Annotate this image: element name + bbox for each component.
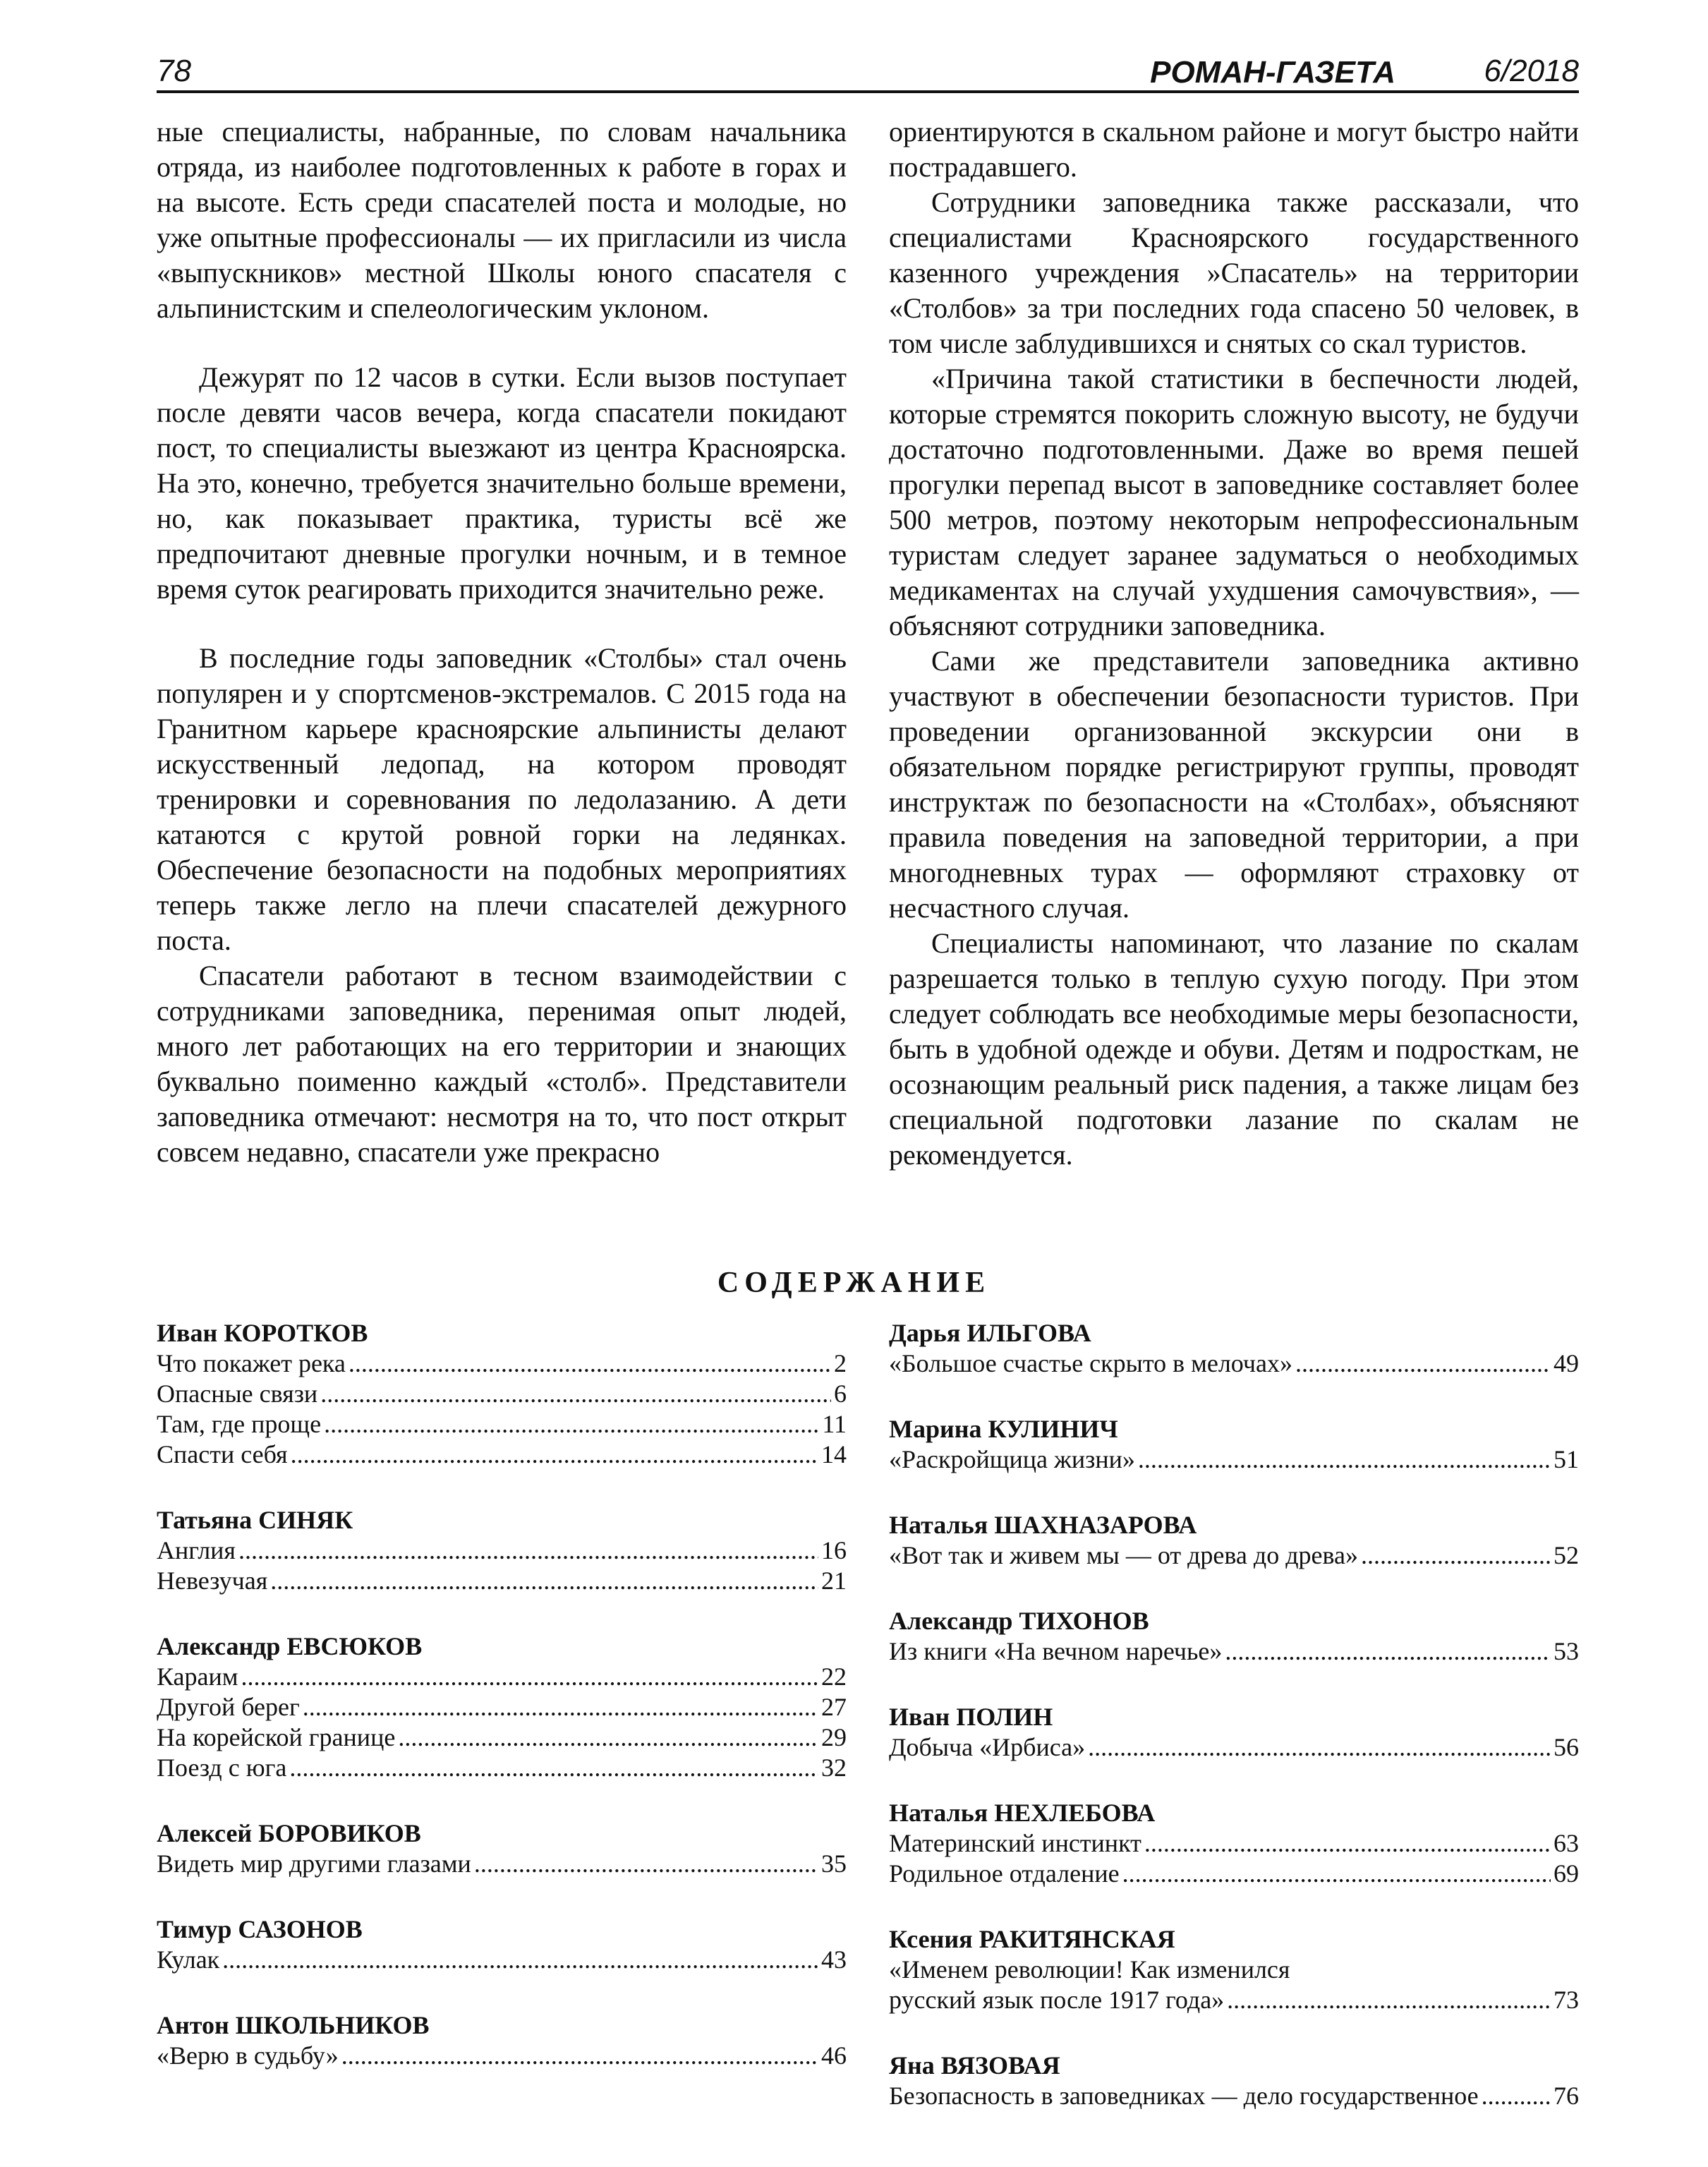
author-last-name: ТИХОНОВ — [1019, 1607, 1149, 1635]
toc-author-name — [889, 1924, 1579, 1955]
toc-entry-title: Что покажет река — [157, 1349, 346, 1377]
toc-dot-leader — [289, 1753, 818, 1783]
toc-entry-title: Кулак — [157, 1945, 220, 1974]
author-first-name: Яна — [889, 2051, 935, 2080]
toc-entry — [157, 2041, 847, 2071]
toc-author-name — [889, 1318, 1579, 1348]
toc-dot-leader — [238, 1535, 818, 1566]
paragraph: Сотрудники заповедника также рассказали, что специалистами Красноярского государственного казенного учреждения »Спасатель» на территории «Столбов» за три последних года спасено 50 человек, в том числе заблудившихся и снятых со скал туристов. — [889, 186, 1579, 359]
toc-entry-title: Безопасность в заповедниках — дело государственное — [889, 2082, 1479, 2110]
toc-dot-leader — [1144, 1828, 1551, 1859]
author-last-name: ШКОЛЬНИКОВ — [235, 2011, 430, 2039]
toc-entry-title: Материнский инстинкт — [889, 1829, 1141, 1857]
toc-dot-leader — [222, 1945, 818, 1975]
toc-entry-title: Караим — [157, 1662, 238, 1691]
toc-author-name — [157, 1818, 847, 1849]
article-body — [157, 114, 1579, 1173]
author-first-name: Наталья — [889, 1799, 988, 1827]
toc-page-number: 11 — [822, 1410, 847, 1438]
author-first-name: Татьяна — [157, 1506, 253, 1534]
toc-entry-title: Поезд с юга — [157, 1753, 287, 1782]
toc-author-name — [157, 2010, 847, 2041]
toc-entry — [157, 1849, 847, 1879]
toc-dot-leader — [320, 1379, 831, 1409]
toc-author-block — [157, 2010, 847, 2071]
author-last-name: ИЛЬГОВА — [967, 1319, 1091, 1347]
toc-column-left — [157, 1318, 847, 2147]
toc-entry — [889, 1348, 1579, 1379]
toc-dot-leader — [1088, 1732, 1551, 1763]
toc-entry-title: русский язык после 1917 года» — [889, 1986, 1225, 2014]
issue-number: 6/2018 — [1484, 54, 1579, 88]
author-last-name: СИНЯК — [258, 1506, 353, 1534]
toc-entry — [889, 1444, 1579, 1475]
author-last-name: НЕХЛЕБОВА — [994, 1799, 1156, 1827]
paragraph: ориентируются в скальном районе и могут быстро найти пострадавшего. — [889, 116, 1579, 183]
toc-page-number: 52 — [1553, 1541, 1579, 1569]
toc-author-block — [889, 1510, 1579, 1571]
toc-page-number: 51 — [1553, 1445, 1579, 1473]
toc-dot-leader — [241, 1662, 818, 1692]
toc-page-number: 14 — [821, 1440, 847, 1468]
paragraph: Сами же представители заповедника активно участвуют в обеспечении безопасности туристов. При проведении организованной экскурсии они в обязательном порядке регистрируют группы, проводят инструктаж по безопасности на «Столбах», объясняют правила поведения на заповедной территории, а при многодневных турах — оформляют страховку от несчастного случая. — [889, 645, 1579, 924]
toc-entry-title: На корейской границе — [157, 1723, 396, 1751]
author-first-name: Алексей — [157, 1819, 253, 1847]
toc-page-number: 53 — [1553, 1637, 1579, 1665]
author-last-name: ПОЛИН — [956, 1703, 1053, 1731]
toc-dot-leader — [398, 1722, 818, 1753]
paragraph: Дежурят по 12 часов в сутки. Если вызов поступает после девяти часов вечера, когда спасатели покидают пост, то специалисты выезжают из центра Красноярска. На это, конечно, требуется значительно больше времени, но, как показывает практика, туристы всё же предпочитают дневные прогулки ночным, и в темное время суток реагировать приходится значительно реже. — [157, 361, 847, 605]
author-last-name: САЗОНОВ — [238, 1915, 363, 1943]
toc-entry — [889, 1828, 1579, 1859]
toc-dot-leader — [349, 1348, 831, 1379]
article-column-left — [157, 114, 847, 1173]
toc-author-name — [889, 1606, 1579, 1636]
author-last-name: КОРОТКОВ — [224, 1319, 368, 1347]
toc-author-block — [889, 1318, 1579, 1379]
toc-page-number: 2 — [834, 1349, 847, 1377]
toc-column-right — [889, 1318, 1579, 2147]
table-of-contents — [157, 1318, 1579, 2147]
toc-dot-leader — [1482, 2081, 1551, 2111]
author-last-name: КУЛИНИЧ — [988, 1415, 1118, 1443]
toc-author-block — [157, 1318, 847, 1470]
toc-entry — [157, 1409, 847, 1439]
toc-author-name — [889, 1702, 1579, 1732]
toc-page-number: 49 — [1553, 1349, 1579, 1377]
toc-author-name — [157, 1914, 847, 1945]
toc-dot-leader — [1138, 1444, 1551, 1475]
toc-author-block — [157, 1914, 847, 1975]
toc-entry — [157, 1379, 847, 1409]
toc-page-number: 6 — [834, 1380, 847, 1408]
toc-entry-title: Там, где проще — [157, 1410, 322, 1438]
toc-entry — [889, 1985, 1579, 2015]
toc-page-number: 21 — [821, 1567, 847, 1595]
author-first-name: Дарья — [889, 1319, 961, 1347]
toc-entry-title: Из книги «На вечном наречье» — [889, 1637, 1223, 1665]
toc-author-block — [157, 1818, 847, 1879]
author-first-name: Иван — [157, 1319, 218, 1347]
toc-entry — [157, 1348, 847, 1379]
toc-page-number: 56 — [1553, 1733, 1579, 1761]
toc-entry-title-line: «Именем революции! Как изменился — [889, 1955, 1290, 1984]
toc-entry — [157, 1945, 847, 1975]
toc-author-block — [889, 1702, 1579, 1763]
paragraph: В последние годы заповедник «Столбы» стал очень популярен и у спортсменов-экстремалов. С 2015 года на Гранитном карьере красноярские альпинисты делают искусственный ледопад, на котором проводят тренировки и соревнования по ледолазанию. А дети катаются с крутой ровной горки на ледянках. Обеспечение безопасности на подобных мероприятиях теперь также легло на плечи спасателей дежурного поста. — [157, 642, 847, 956]
page-number: 78 — [157, 54, 191, 88]
toc-page-number: 29 — [821, 1723, 847, 1751]
toc-author-name — [157, 1505, 847, 1535]
toc-entry-title: «Верю в судьбу» — [157, 2041, 339, 2070]
author-first-name: Наталья — [889, 1511, 988, 1539]
toc-entry — [157, 1662, 847, 1692]
toc-dot-leader — [474, 1849, 818, 1879]
toc-entry-title: «Раскройщица жизни» — [889, 1445, 1135, 1473]
author-last-name: РАКИТЯНСКАЯ — [979, 1925, 1175, 1953]
page-header — [157, 51, 1579, 93]
toc-entry-title: «Большое счастье скрыто в мелочах» — [889, 1349, 1292, 1377]
toc-author-name — [889, 1798, 1579, 1828]
toc-heading: СОДЕРЖАНИЕ — [717, 1267, 991, 1299]
toc-author-name — [157, 1631, 847, 1662]
toc-page-number: 63 — [1553, 1829, 1579, 1857]
toc-dot-leader — [1295, 1348, 1551, 1379]
toc-dot-leader — [1122, 1859, 1551, 1889]
toc-page-number: 73 — [1553, 1986, 1579, 2014]
paragraph: ные специалисты, набранные, по словам начальника отряда, из наиболее подготовленных к работе в горах и на высоте. Есть среди спасателей поста и молодые, но уже опытные профессионалы — их пригласили из числа «выпускников» местной Школы юного спасателя с альпинистским и спелеологическим уклоном. — [157, 116, 847, 324]
author-first-name: Тимур — [157, 1915, 232, 1943]
toc-entry — [157, 1722, 847, 1753]
toc-author-block — [157, 1631, 847, 1783]
toc-entry — [889, 1636, 1579, 1667]
toc-page-number: 32 — [821, 1753, 847, 1782]
toc-entry — [889, 1859, 1579, 1889]
paragraph: «Причина такой статистики в беспечности людей, которые стремятся покорить сложную высоту, не будучи достаточно подготовленными. Даже во время пешей прогулки перепад высот в заповеднике составляет более 500 метров, поэтому некоторым непрофессиональным туристам следует заранее задуматься о необходимых медикаментах на случай ухудшения самочувствия», — объясняют сотрудники заповедника. — [889, 363, 1579, 641]
author-first-name: Ксения — [889, 1925, 973, 1953]
toc-page-number: 27 — [821, 1693, 847, 1721]
toc-entry-title: Другой берег — [157, 1693, 300, 1721]
toc-entry — [157, 1535, 847, 1566]
toc-author-name — [889, 1414, 1579, 1444]
toc-dot-leader — [270, 1566, 818, 1596]
toc-page-number: 46 — [821, 2041, 847, 2070]
paragraph: Спасатели работают в тесном взаимодействии с сотрудниками заповедника, перенимая опыт людей, много лет работающих на его территории и знающих буквально поименно каждый «столб». Представители заповедника отмечают: несмотря на то, что пост открыт совсем недавно, спасатели уже прекрасно — [157, 960, 847, 1168]
author-last-name: ВЯЗОВАЯ — [940, 2051, 1060, 2080]
toc-page-number: 35 — [821, 1849, 847, 1878]
toc-entry-title: Видеть мир другими глазами — [157, 1849, 471, 1878]
toc-entry-title: Невезучая — [157, 1567, 268, 1595]
toc-page-number: 69 — [1553, 1859, 1579, 1888]
toc-author-name — [889, 2051, 1579, 2081]
author-last-name: БОРОВИКОВ — [258, 1819, 421, 1847]
toc-dot-leader — [324, 1409, 819, 1439]
toc-page-number: 76 — [1553, 2082, 1579, 2110]
toc-dot-leader — [1361, 1540, 1551, 1571]
author-first-name: Марина — [889, 1415, 982, 1443]
author-first-name: Александр — [889, 1607, 1013, 1635]
paragraph: Специалисты напоминают, что лазание по скалам разрешается только в теплую сухую погоду. При этом следует соблюдать все необходимые меры безопасности, быть в удобной одежде и обуви. Детям и подросткам, не осознающим реальный риск падения, а также лицам без специальной подготовки лазание по скалам не рекомендуется. — [889, 927, 1579, 1171]
toc-dot-leader — [1225, 1636, 1551, 1667]
toc-dot-leader — [291, 1439, 818, 1470]
toc-entry — [157, 1566, 847, 1596]
toc-page-number: 16 — [821, 1536, 847, 1564]
author-last-name: ЕВСЮКОВ — [286, 1632, 423, 1660]
toc-entry-title: Добыча «Ирбиса» — [889, 1733, 1086, 1761]
magazine-title: РОМАН-ГАЗЕТА — [1150, 55, 1395, 90]
toc-entry-title: Англия — [157, 1536, 236, 1564]
toc-author-block — [889, 2051, 1579, 2111]
toc-entry-title: Опасные связи — [157, 1380, 318, 1408]
toc-entry — [889, 1732, 1579, 1763]
toc-author-block — [889, 1924, 1579, 2015]
toc-author-block — [157, 1505, 847, 1596]
toc-author-block — [889, 1798, 1579, 1889]
toc-author-name — [157, 1318, 847, 1348]
toc-entry-title: «Вот так и живем мы — от древа до древа» — [889, 1541, 1358, 1569]
author-first-name: Иван — [889, 1703, 950, 1731]
author-first-name: Антон — [157, 2011, 229, 2039]
toc-entry — [157, 1692, 847, 1722]
toc-entry — [889, 1540, 1579, 1571]
toc-dot-leader — [341, 2041, 818, 2071]
toc-dot-leader — [1227, 1985, 1551, 2015]
toc-page-number: 43 — [821, 1945, 847, 1974]
toc-entry-title: Спасти себя — [157, 1440, 288, 1468]
author-first-name: Александр — [157, 1632, 281, 1660]
toc-page-number: 22 — [821, 1662, 847, 1691]
toc-entry-title: Родильное отдаление — [889, 1859, 1120, 1888]
toc-entry — [157, 1753, 847, 1783]
toc-author-name — [889, 1510, 1579, 1540]
toc-author-block — [889, 1606, 1579, 1667]
toc-author-block — [889, 1414, 1579, 1475]
toc-dot-leader — [303, 1692, 818, 1722]
article-column-right — [889, 114, 1579, 1173]
toc-entry — [157, 1439, 847, 1470]
toc-entry — [889, 2081, 1579, 2111]
author-last-name: ШАХНАЗАРОВА — [994, 1511, 1197, 1539]
